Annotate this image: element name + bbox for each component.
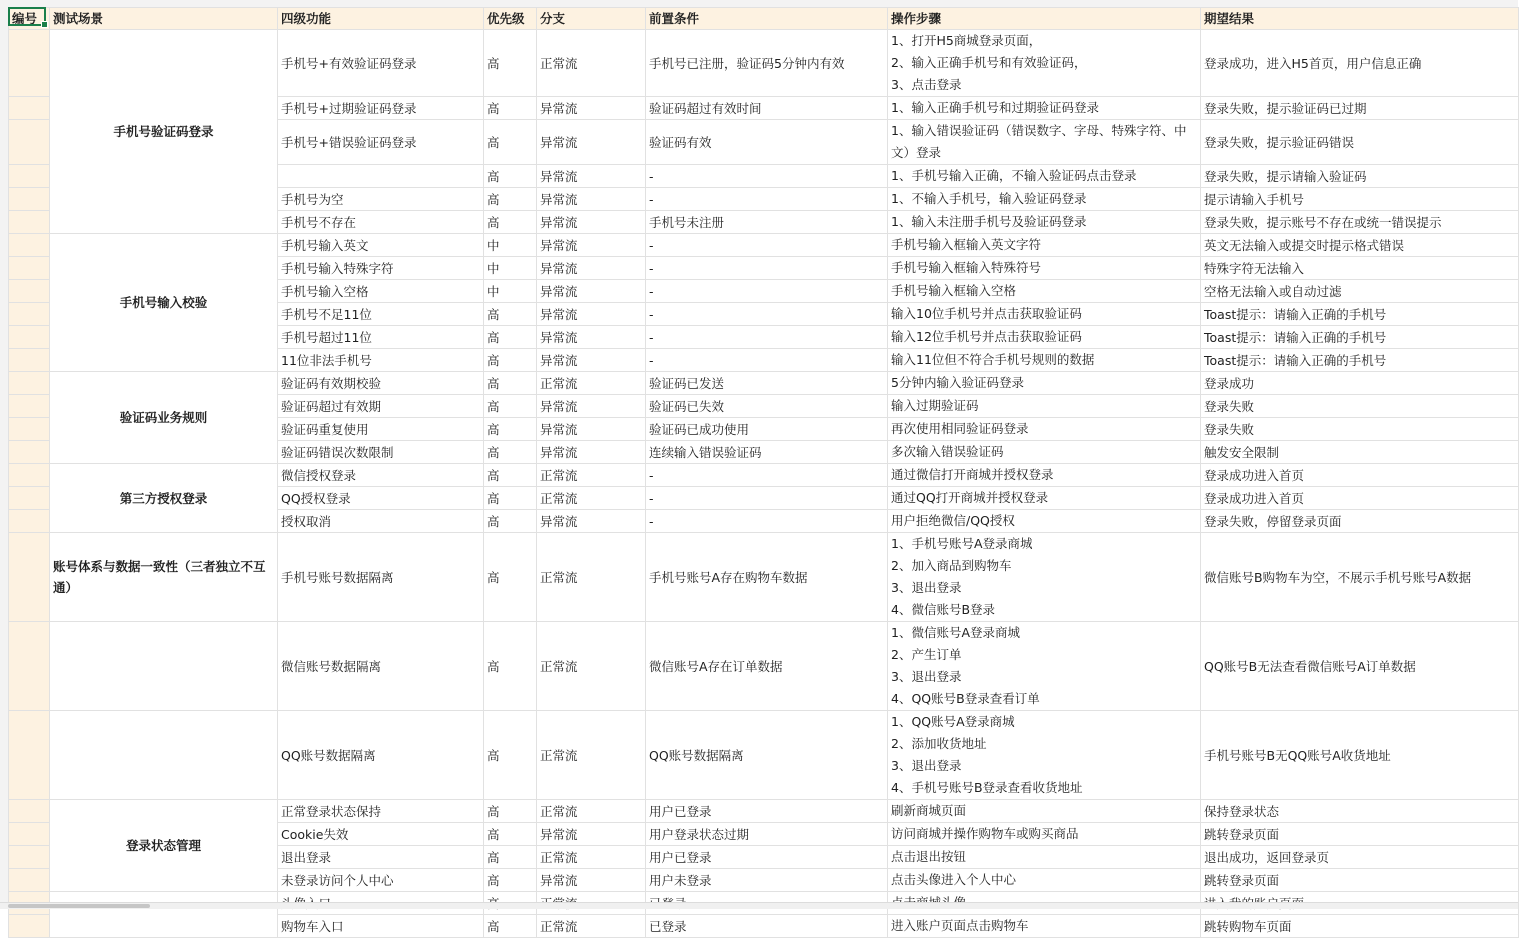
cell-steps[interactable] [888,711,1201,800]
cell-id[interactable] [9,326,50,349]
cell-steps[interactable] [888,280,1201,303]
cell-precondition[interactable]: - [646,487,888,510]
header-id[interactable]: 编号 [9,8,50,30]
step-line: 输入12位手机号并点击获取验证码 [891,329,1082,344]
cell-steps[interactable] [888,622,1201,711]
cell-expected[interactable]: Toast提示：请输入正确的手机号 [1201,303,1519,326]
cell-expected[interactable]: 触发安全限制 [1201,441,1519,464]
cell-function[interactable]: 验证码错误次数限制 [278,441,484,464]
cell-branch[interactable]: 正常流 [537,800,646,823]
cell-id[interactable] [9,869,50,892]
cell-id[interactable] [9,234,50,257]
step-line: 2、产生订单 [891,647,962,662]
cell-priority[interactable]: 高 [484,487,537,510]
cell-scenario[interactable] [50,622,278,711]
cell-id[interactable] [9,97,50,120]
cell-function[interactable]: 验证码有效期校验 [278,372,484,395]
cell-steps[interactable] [888,120,1201,165]
cell-priority[interactable]: 高 [484,510,537,533]
step-line: 2、输入正确手机号和有效验证码， [891,55,1087,70]
cell-steps[interactable] [888,441,1201,464]
cell-id[interactable] [9,211,50,234]
cell-scenario[interactable]: 验证码业务规则 [50,372,278,464]
cell-function[interactable]: 微信授权登录 [278,464,484,487]
cell-priority[interactable]: 高 [484,120,537,165]
cell-priority[interactable]: 高 [484,349,537,372]
cell-expected[interactable]: 特殊字符无法输入 [1201,257,1519,280]
step-line: 手机号输入框输入英文字符 [891,237,1042,252]
cell-id[interactable] [9,711,50,800]
header-scenario[interactable]: 测试场景 [50,8,278,30]
step-line: 1、输入未注册手机号及验证码登录 [891,214,1087,229]
step-line: 1、输入正确手机号和过期验证码登录 [891,100,1099,115]
cell-steps[interactable] [888,30,1201,97]
cell-precondition[interactable]: 手机号已注册，验证码5分钟内有效 [646,30,888,97]
cell-branch[interactable]: 异常流 [537,823,646,846]
step-line: 刷新商城页面 [891,803,967,818]
cell-branch[interactable]: 正常流 [537,464,646,487]
table-row [9,234,1519,257]
cell-steps[interactable] [888,823,1201,846]
cell-id[interactable] [9,395,50,418]
header-expected[interactable]: 期望结果 [1201,8,1519,30]
cell-function[interactable]: 手机号账号数据隔离 [278,533,484,622]
step-line: 输入11位但不符合手机号规则的数据 [891,352,1095,367]
cell-branch[interactable]: 异常流 [537,869,646,892]
cell-steps[interactable] [888,165,1201,188]
step-line: 4、手机号账号B登录查看收货地址 [891,780,1083,795]
header-branch[interactable]: 分支 [537,8,646,30]
cell-expected[interactable]: 跳转购物车页面 [1201,915,1519,938]
cell-function[interactable]: 手机号为空 [278,188,484,211]
cell-expected[interactable]: 登录失败 [1201,418,1519,441]
cell-precondition[interactable]: 验证码已失效 [646,395,888,418]
spreadsheet-grid[interactable] [0,7,1518,934]
cell-expected[interactable]: 登录成功进入首页 [1201,464,1519,487]
step-line: 点击退出按钮 [891,849,967,864]
table-body [9,30,1519,938]
cell-function[interactable]: 手机号+错误验证码登录 [278,120,484,165]
cell-function[interactable]: 手机号+有效验证码登录 [278,30,484,97]
cell-expected[interactable]: 登录成功进入首页 [1201,487,1519,510]
cell-steps[interactable] [888,869,1201,892]
cell-steps[interactable] [888,257,1201,280]
cell-expected[interactable]: 退出成功，返回登录页 [1201,846,1519,869]
cell-branch[interactable]: 正常流 [537,915,646,938]
cell-priority[interactable]: 高 [484,869,537,892]
cell-id[interactable] [9,846,50,869]
table-row [9,800,1519,823]
cell-id[interactable] [9,280,50,303]
table-row [9,711,1519,800]
cell-precondition[interactable]: - [646,165,888,188]
step-line: 1、微信账号A登录商城 [891,625,1021,640]
cell-branch[interactable]: 异常流 [537,510,646,533]
cell-id[interactable] [9,622,50,711]
step-line: 访问商城并操作购物车或购买商品 [891,826,1079,841]
cell-branch[interactable]: 异常流 [537,326,646,349]
cell-precondition[interactable]: 用户登录状态过期 [646,823,888,846]
cell-priority[interactable]: 高 [484,165,537,188]
cell-steps[interactable] [888,303,1201,326]
cell-function[interactable]: 验证码重复使用 [278,418,484,441]
step-line: 点击头像进入个人中心 [891,872,1017,887]
cell-precondition[interactable]: QQ账号数据隔离 [646,711,888,800]
cell-priority[interactable]: 高 [484,326,537,349]
cell-branch[interactable]: 异常流 [537,303,646,326]
cell-id[interactable] [9,349,50,372]
cell-expected[interactable]: 空格无法输入或自动过滤 [1201,280,1519,303]
step-line: 1、手机号输入正确，不输入验证码点击登录 [891,168,1137,183]
cell-priority[interactable]: 高 [484,441,537,464]
cell-expected[interactable]: 英文无法输入或提交时提示格式错误 [1201,234,1519,257]
cell-precondition[interactable]: - [646,326,888,349]
cell-branch[interactable]: 异常流 [537,280,646,303]
cell-steps[interactable] [888,510,1201,533]
step-line: 4、QQ账号B登录查看订单 [891,691,1040,706]
cell-precondition[interactable]: 手机号未注册 [646,211,888,234]
header-priority[interactable]: 优先级 [484,8,537,30]
cell-precondition[interactable]: 验证码有效 [646,120,888,165]
cell-priority[interactable]: 高 [484,188,537,211]
cell-function[interactable]: 手机号输入空格 [278,280,484,303]
cell-scenario[interactable]: 手机号验证码登录 [50,30,278,234]
cell-precondition[interactable]: 验证码已成功使用 [646,418,888,441]
cell-expected[interactable]: Toast提示：请输入正确的手机号 [1201,326,1519,349]
cell-steps[interactable] [888,97,1201,120]
cell-priority[interactable]: 高 [484,395,537,418]
cell-branch[interactable]: 正常流 [537,622,646,711]
cell-branch[interactable]: 异常流 [537,257,646,280]
cell-expected[interactable]: Toast提示：请输入正确的手机号 [1201,349,1519,372]
cell-precondition[interactable]: 验证码超过有效时间 [646,97,888,120]
cell-priority[interactable]: 中 [484,257,537,280]
step-line: 再次使用相同验证码登录 [891,421,1029,436]
cell-id[interactable] [9,30,50,97]
cell-expected[interactable]: 提示请输入手机号 [1201,188,1519,211]
cell-priority[interactable]: 中 [484,234,537,257]
cell-precondition[interactable]: - [646,303,888,326]
cell-priority[interactable]: 高 [484,418,537,441]
cell-function[interactable]: 手机号输入英文 [278,234,484,257]
cell-scenario[interactable]: 手机号输入校验 [50,234,278,372]
cell-branch[interactable]: 正常流 [537,711,646,800]
cell-id[interactable] [9,372,50,395]
cell-function[interactable] [278,165,484,188]
cell-function[interactable]: 购物车入口 [278,915,484,938]
cell-priority[interactable]: 高 [484,372,537,395]
cell-precondition[interactable]: - [646,188,888,211]
header-precondition[interactable]: 前置条件 [646,8,888,30]
cell-branch[interactable]: 异常流 [537,120,646,165]
step-line: 1、打开H5商城登录页面， [891,33,1042,48]
cell-priority[interactable]: 高 [484,303,537,326]
step-line: 手机号输入框输入空格 [891,283,1017,298]
step-line: 输入10位手机号并点击获取验证码 [891,306,1082,321]
cell-id[interactable] [9,464,50,487]
step-line: 3、点击登录 [891,77,962,92]
cell-steps[interactable] [888,188,1201,211]
cell-precondition[interactable]: - [646,349,888,372]
cell-steps[interactable] [888,533,1201,622]
cell-function[interactable]: Cookie失效 [278,823,484,846]
step-line: 用户拒绝微信/QQ授权 [891,513,1015,528]
cell-priority[interactable]: 中 [484,280,537,303]
cell-expected[interactable]: 微信账号B购物车为空，不展示手机号账号A数据 [1201,533,1519,622]
table-row [9,372,1519,395]
cell-scenario[interactable]: 账号体系与数据一致性（三者独立不互通） [50,533,278,622]
cell-id[interactable] [9,257,50,280]
step-line: 1、手机号账号A登录商城 [891,536,1033,551]
cell-precondition[interactable]: - [646,510,888,533]
cell-precondition[interactable]: 微信账号A存在订单数据 [646,622,888,711]
test-case-table [8,7,1519,938]
cell-branch[interactable]: 异常流 [537,188,646,211]
step-line: 进入账户页面点击购物车 [891,918,1029,933]
cell-branch[interactable]: 异常流 [537,211,646,234]
cell-id[interactable] [9,533,50,622]
step-line: 输入过期验证码 [891,398,979,413]
cell-id[interactable] [9,303,50,326]
cell-precondition[interactable]: - [646,257,888,280]
step-line: 2、添加收货地址 [891,736,987,751]
cell-priority[interactable]: 高 [484,30,537,97]
cell-branch[interactable]: 正常流 [537,487,646,510]
cell-priority[interactable]: 高 [484,800,537,823]
cell-expected[interactable]: 手机号账号B无QQ账号A收货地址 [1201,711,1519,800]
cell-expected[interactable]: QQ账号B无法查看微信账号A订单数据 [1201,622,1519,711]
cell-branch[interactable]: 异常流 [537,234,646,257]
cell-priority[interactable]: 高 [484,211,537,234]
cell-steps[interactable] [888,418,1201,441]
cell-steps[interactable] [888,915,1201,938]
cell-precondition[interactable]: 验证码已发送 [646,372,888,395]
cell-steps[interactable] [888,464,1201,487]
cell-precondition[interactable]: 已登录 [646,915,888,938]
cell-expected[interactable]: 登录失败，停留登录页面 [1201,510,1519,533]
scrollbar-thumb[interactable] [8,904,150,908]
cell-function[interactable]: 授权取消 [278,510,484,533]
cell-expected[interactable]: 登录成功 [1201,372,1519,395]
cell-function[interactable]: QQ授权登录 [278,487,484,510]
cell-function[interactable]: 手机号+过期验证码登录 [278,97,484,120]
cell-priority[interactable]: 高 [484,464,537,487]
cell-expected[interactable]: 跳转登录页面 [1201,823,1519,846]
cell-id[interactable] [9,823,50,846]
cell-branch[interactable]: 异常流 [537,441,646,464]
cell-steps[interactable] [888,487,1201,510]
cell-priority[interactable]: 高 [484,915,537,938]
step-line: 3、退出登录 [891,758,962,773]
cell-steps[interactable] [888,800,1201,823]
cell-id[interactable] [9,165,50,188]
cell-function[interactable]: 正常登录状态保持 [278,800,484,823]
step-line: 4、微信账号B登录 [891,602,996,617]
cell-branch[interactable]: 异常流 [537,349,646,372]
cell-scenario[interactable] [50,892,278,938]
cell-scenario[interactable] [50,711,278,800]
step-line: 3、退出登录 [891,669,962,684]
step-line: 2、加入商品到购物车 [891,558,1012,573]
cell-expected[interactable]: 保持登录状态 [1201,800,1519,823]
step-line: 5分钟内输入验证码登录 [891,375,1024,390]
step-line: 通过微信打开商城并授权登录 [891,467,1054,482]
step-line: 通过QQ打开商城并授权登录 [891,490,1049,505]
cell-steps[interactable] [888,846,1201,869]
cell-priority[interactable]: 高 [484,622,537,711]
cell-precondition[interactable]: 手机号账号A存在购物车数据 [646,533,888,622]
header-row [9,8,1519,30]
cell-function[interactable]: 手机号不存在 [278,211,484,234]
cell-steps[interactable] [888,211,1201,234]
header-function[interactable]: 四级功能 [278,8,484,30]
cell-priority[interactable]: 高 [484,846,537,869]
step-line: 多次输入错误验证码 [891,444,1004,459]
cell-expected[interactable]: 跳转登录页面 [1201,869,1519,892]
step-line: 3、退出登录 [891,580,962,595]
cell-branch[interactable]: 正常流 [537,30,646,97]
cell-steps[interactable] [888,372,1201,395]
cell-function[interactable]: 微信账号数据隔离 [278,622,484,711]
cell-precondition[interactable]: - [646,280,888,303]
cell-id[interactable] [9,800,50,823]
header-steps[interactable]: 操作步骤 [888,8,1201,30]
cell-steps[interactable] [888,395,1201,418]
cell-expected[interactable]: 登录失败，提示验证码错误 [1201,120,1519,165]
cell-branch[interactable]: 异常流 [537,395,646,418]
step-line: 1、输入错误验证码（错误数字、字母、特殊字符、中 [891,123,1187,138]
cell-function[interactable]: 手机号输入特殊字符 [278,257,484,280]
cell-priority[interactable]: 高 [484,97,537,120]
cell-id[interactable] [9,188,50,211]
cell-id[interactable] [9,441,50,464]
cell-id[interactable] [9,915,50,938]
cell-function[interactable]: 退出登录 [278,846,484,869]
cell-id[interactable] [9,487,50,510]
cell-priority[interactable]: 高 [484,533,537,622]
cell-expected[interactable]: 登录失败 [1201,395,1519,418]
cell-expected[interactable]: 登录失败，提示请输入验证码 [1201,165,1519,188]
cell-precondition[interactable]: - [646,464,888,487]
table-row [9,30,1519,97]
table-row [9,464,1519,487]
cell-priority[interactable]: 高 [484,823,537,846]
cell-precondition[interactable]: 用户未登录 [646,869,888,892]
cell-function[interactable]: QQ账号数据隔离 [278,711,484,800]
step-line: 1、不输入手机号，输入验证码登录 [891,191,1087,206]
cell-function[interactable]: 未登录访问个人中心 [278,869,484,892]
cell-id[interactable] [9,510,50,533]
cell-branch[interactable]: 异常流 [537,165,646,188]
table-row [9,622,1519,711]
cell-steps[interactable] [888,234,1201,257]
cell-precondition[interactable]: 用户已登录 [646,800,888,823]
step-line: 文）登录 [891,145,942,160]
cell-steps[interactable] [888,326,1201,349]
cell-branch[interactable]: 异常流 [537,418,646,441]
cell-function[interactable]: 11位非法手机号 [278,349,484,372]
cell-function[interactable]: 手机号超过11位 [278,326,484,349]
cell-precondition[interactable]: 连续输入错误验证码 [646,441,888,464]
cell-branch[interactable]: 正常流 [537,372,646,395]
cell-scenario[interactable]: 第三方授权登录 [50,464,278,533]
cell-expected[interactable]: 登录成功，进入H5首页，用户信息正确 [1201,30,1519,97]
cell-id[interactable] [9,418,50,441]
cell-function[interactable]: 验证码超过有效期 [278,395,484,418]
cell-precondition[interactable]: - [646,234,888,257]
cell-id[interactable] [9,120,50,165]
step-line: 1、QQ账号A登录商城 [891,714,1015,729]
table-row [9,533,1519,622]
cell-expected[interactable]: 登录失败，提示账号不存在或统一错误提示 [1201,211,1519,234]
cell-priority[interactable]: 高 [484,711,537,800]
cell-branch[interactable]: 异常流 [537,97,646,120]
cell-steps[interactable] [888,349,1201,372]
cell-expected[interactable]: 登录失败，提示验证码已过期 [1201,97,1519,120]
cell-branch[interactable]: 正常流 [537,846,646,869]
cell-function[interactable]: 手机号不足11位 [278,303,484,326]
cell-precondition[interactable]: 用户已登录 [646,846,888,869]
horizontal-scrollbar[interactable] [0,902,1518,909]
cell-branch[interactable]: 正常流 [537,533,646,622]
step-line: 手机号输入框输入特殊符号 [891,260,1042,275]
cell-scenario[interactable]: 登录状态管理 [50,800,278,892]
